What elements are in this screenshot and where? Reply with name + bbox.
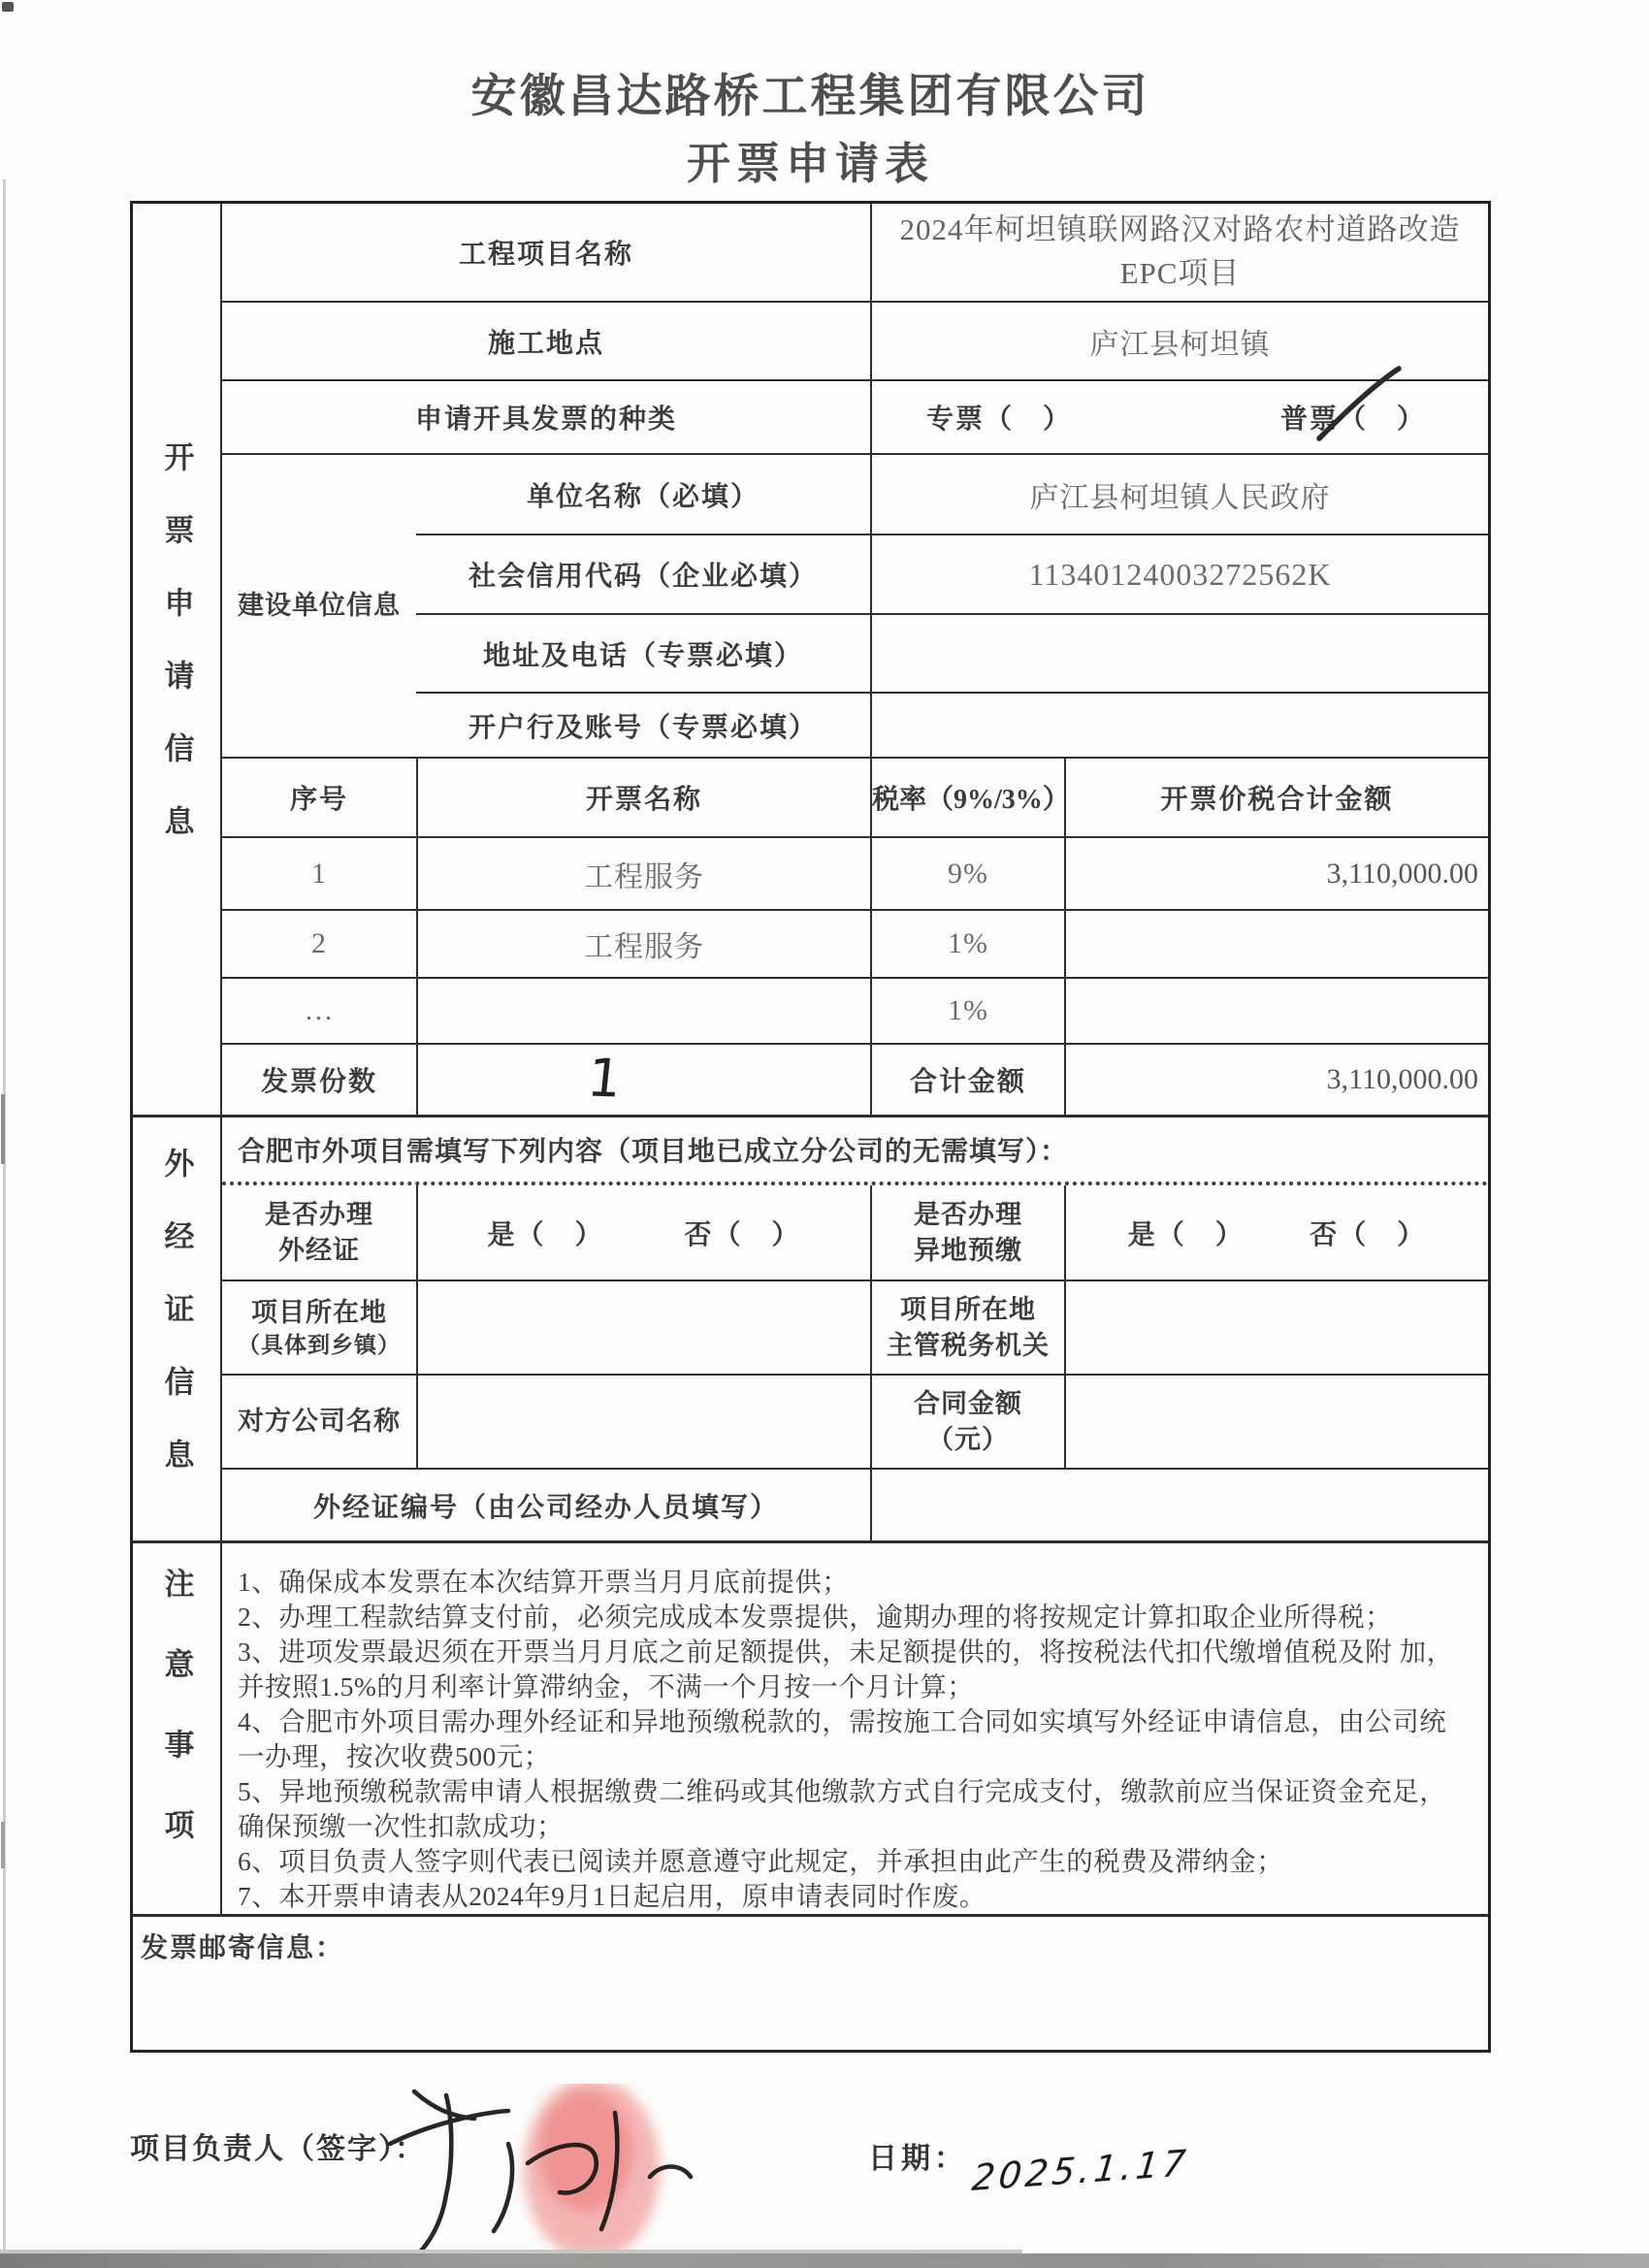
- contract-amount-line2: （元）: [927, 1424, 1009, 1454]
- signature-with-stamp: [361, 2084, 729, 2268]
- prepay-no-option: 否（ ）: [1310, 1219, 1427, 1250]
- counterparty-value: [416, 1376, 870, 1468]
- location-value: 庐江县柯坦镇: [870, 303, 1488, 379]
- sidebar-notes: [133, 1543, 220, 1914]
- notes-content: [220, 1543, 1488, 1914]
- tax-authority-label: [870, 1281, 1064, 1374]
- item-3-amount: [1064, 979, 1488, 1043]
- cert-number-label: 外经证编号（由公司经办人员填写）: [312, 1492, 779, 1523]
- project-location-line2: （具体到乡镇）: [238, 1333, 401, 1358]
- cert-needed-label-line2: 外经证: [278, 1235, 360, 1265]
- project-name-line1: 2024年柯坦镇联网路汉对路农村道路改造: [899, 212, 1461, 247]
- address-phone-label: 地址及电话（专票必填）: [482, 640, 803, 671]
- form-title: 开票申请表: [686, 140, 934, 188]
- scan-speck-artifact: [2, 2, 14, 12]
- note-4: 4、合肥市外项目需办理外经证和异地预缴税款的，需按施工合同如实填写外经证申请信息，由公司统一办理，按次收费500元；: [238, 1706, 1447, 1771]
- section-notes: [133, 1540, 1488, 1914]
- item-1-rate: 9%: [870, 838, 1064, 909]
- header-seq: 序号: [289, 785, 348, 815]
- mailing-info-label: 发票邮寄信息：: [141, 1933, 345, 1963]
- bank-account-label: 开户行及账号（专票必填）: [468, 712, 818, 743]
- items-footer-row: [222, 1043, 1488, 1115]
- scan-edge-artifact: [1, 1094, 5, 1164]
- signer-label: 项目负责人（签字）：: [130, 2133, 426, 2165]
- row-unit-name: [416, 455, 1488, 534]
- note-1: 1、确保成本发票在本次结算开票当月月底前提供；: [238, 1567, 850, 1597]
- builder-group-label: 建设单位信息: [238, 591, 401, 621]
- project-location-value: [416, 1281, 870, 1374]
- project-name-line2: EPC项目: [1119, 256, 1241, 290]
- item-1-seq: 1: [311, 857, 327, 890]
- section-invoice-info: [133, 204, 1488, 1115]
- section-external-cert: [133, 1115, 1488, 1540]
- external-cert-note: 合肥市外项目需填写下列内容（项目地已成立分公司的无需填写）：: [238, 1137, 1069, 1167]
- row-counterparty: [222, 1374, 1488, 1468]
- project-location-line1: 项目所在地: [251, 1297, 387, 1327]
- cert-needed-label-line1: 是否办理: [265, 1200, 373, 1230]
- item-row-1: [222, 836, 1488, 909]
- prepay-options: [1064, 1185, 1488, 1280]
- row-address-phone: [416, 613, 1488, 692]
- handwritten-date: 2025.1.17: [969, 2141, 1192, 2200]
- invoice-type-label: 申请开具发票的种类: [414, 405, 677, 435]
- project-name-label: 工程项目名称: [458, 240, 633, 270]
- item-3-rate: 1%: [870, 979, 1064, 1043]
- header-rate: 税率（9%/3%）: [870, 759, 1064, 836]
- option-general-invoice: 普票（ ）: [1279, 405, 1426, 435]
- company-title: 安徽昌达路桥工程集团有限公司: [470, 72, 1150, 122]
- row-bank-account: [416, 692, 1488, 757]
- bank-account-value: [870, 694, 1488, 757]
- cert-no-option: 否（ ）: [684, 1219, 801, 1250]
- sidebar-notes-label: 注意事项: [159, 1568, 194, 1890]
- row-project-name: [222, 204, 1488, 301]
- prepay-label-line1: 是否办理: [914, 1200, 1022, 1230]
- prepay-needed-label: [870, 1185, 1064, 1280]
- total-value: 3,110,000.00: [1064, 1045, 1488, 1115]
- note-3: 3、进项发票最迟须在开票当月月底之前足额提供，未足额提供的，将按税法代扣代缴增值税及附 加，并按照1.5%的月利率计算滞纳金，不满一个月按一个月计算；: [238, 1636, 1454, 1701]
- external-cert-note-row: [222, 1118, 1488, 1185]
- cert-yes-option: 是（ ）: [487, 1219, 604, 1250]
- location-label: 施工地点: [487, 328, 604, 359]
- row-project-location: [222, 1280, 1488, 1374]
- contract-amount-label: [870, 1376, 1064, 1468]
- note-2: 2、办理工程款结算支付前，必须完成成本发票提供，逾期办理的将按规定计算扣取企业所得税；: [238, 1602, 1393, 1632]
- credit-code-label: 社会信用代码（企业必填）: [468, 562, 818, 593]
- date-label: 日期：: [868, 2143, 967, 2175]
- note-5: 5、异地预缴税款需申请人根据缴费二维码或其他缴款方式自行完成支付，缴款前应当保证资金充足，确保预缴一次性扣款成功；: [238, 1776, 1447, 1841]
- handwritten-checkmark: [1310, 365, 1406, 446]
- row-invoice-type: [222, 379, 1488, 453]
- sidebar-external-cert-label: 外经证信息: [159, 1147, 194, 1511]
- invoice-info-content: [220, 204, 1488, 1115]
- contract-amount-line1: 合同金额: [914, 1389, 1022, 1419]
- item-3-seq: …: [304, 994, 335, 1026]
- item-2-name: 工程服务: [416, 911, 870, 977]
- scan-edge-artifact: [3, 179, 6, 2251]
- handwritten-copies-value: 1: [584, 1047, 625, 1110]
- project-name-value: [870, 204, 1488, 301]
- item-2-amount: [1064, 911, 1488, 977]
- red-fingerprint-stamp: [524, 2084, 660, 2260]
- header-amount: 开票价税合计金额: [1064, 759, 1488, 836]
- row-builder-group: [222, 453, 1488, 757]
- unit-name-label: 单位名称（必填）: [526, 481, 760, 512]
- unit-name-value: 庐江县柯坦镇人民政府: [870, 455, 1488, 534]
- sidebar-invoice-info: [133, 204, 220, 1115]
- item-2-rate: 1%: [870, 911, 1064, 977]
- builder-group-rows: [416, 455, 1488, 757]
- tax-authority-line2: 主管税务机关: [887, 1330, 1050, 1360]
- copies-value-cell: [416, 1045, 870, 1115]
- project-location-label: [222, 1281, 416, 1374]
- contract-amount-value: [1064, 1376, 1488, 1468]
- row-cert-needed: [222, 1185, 1488, 1280]
- scan-bottom-band: [0, 2253, 1649, 2268]
- tax-authority-line1: 项目所在地: [900, 1295, 1036, 1325]
- header-name: 开票名称: [416, 759, 870, 836]
- row-credit-code: [416, 534, 1488, 612]
- mailing-info-row: [133, 1914, 1488, 2050]
- tax-authority-value: [1064, 1281, 1488, 1374]
- option-special-invoice: 专票（ ）: [926, 405, 1073, 435]
- item-1-amount: 3,110,000.00: [1064, 838, 1488, 909]
- cert-needed-label: [222, 1185, 416, 1280]
- item-2-seq: 2: [311, 927, 327, 959]
- item-row-3: [222, 977, 1488, 1043]
- invoice-application-table: [130, 201, 1491, 2053]
- sidebar-invoice-info-label: 开票申请信息: [159, 440, 194, 878]
- sidebar-external-cert: [133, 1118, 220, 1540]
- copies-label: 发票份数: [260, 1067, 377, 1097]
- address-phone-value: [870, 615, 1488, 692]
- item-row-2: [222, 909, 1488, 977]
- credit-code-value: 11340124003272562K: [870, 535, 1488, 612]
- cert-needed-options: [416, 1185, 870, 1280]
- cert-number-value: [870, 1470, 1488, 1540]
- item-3-name: [416, 979, 870, 1043]
- external-cert-content: [220, 1118, 1488, 1540]
- row-location: [222, 301, 1488, 379]
- note-7: 7、本开票申请表从2024年9月1日起启用，原申请表同时作废。: [238, 1881, 986, 1911]
- note-6: 6、项目负责人签字则代表已阅读并愿意遵守此规定，并承担由此产生的税费及滞纳金；: [238, 1846, 1284, 1876]
- items-header-row: [222, 757, 1488, 836]
- counterparty-label: 对方公司名称: [238, 1407, 401, 1437]
- total-label: 合计金额: [870, 1045, 1064, 1115]
- prepay-label-line2: 异地预缴: [914, 1235, 1022, 1265]
- row-cert-number: [222, 1468, 1488, 1540]
- item-1-name: 工程服务: [416, 838, 870, 909]
- scan-edge-artifact: [1, 1822, 5, 1868]
- prepay-yes-option: 是（ ）: [1127, 1219, 1245, 1250]
